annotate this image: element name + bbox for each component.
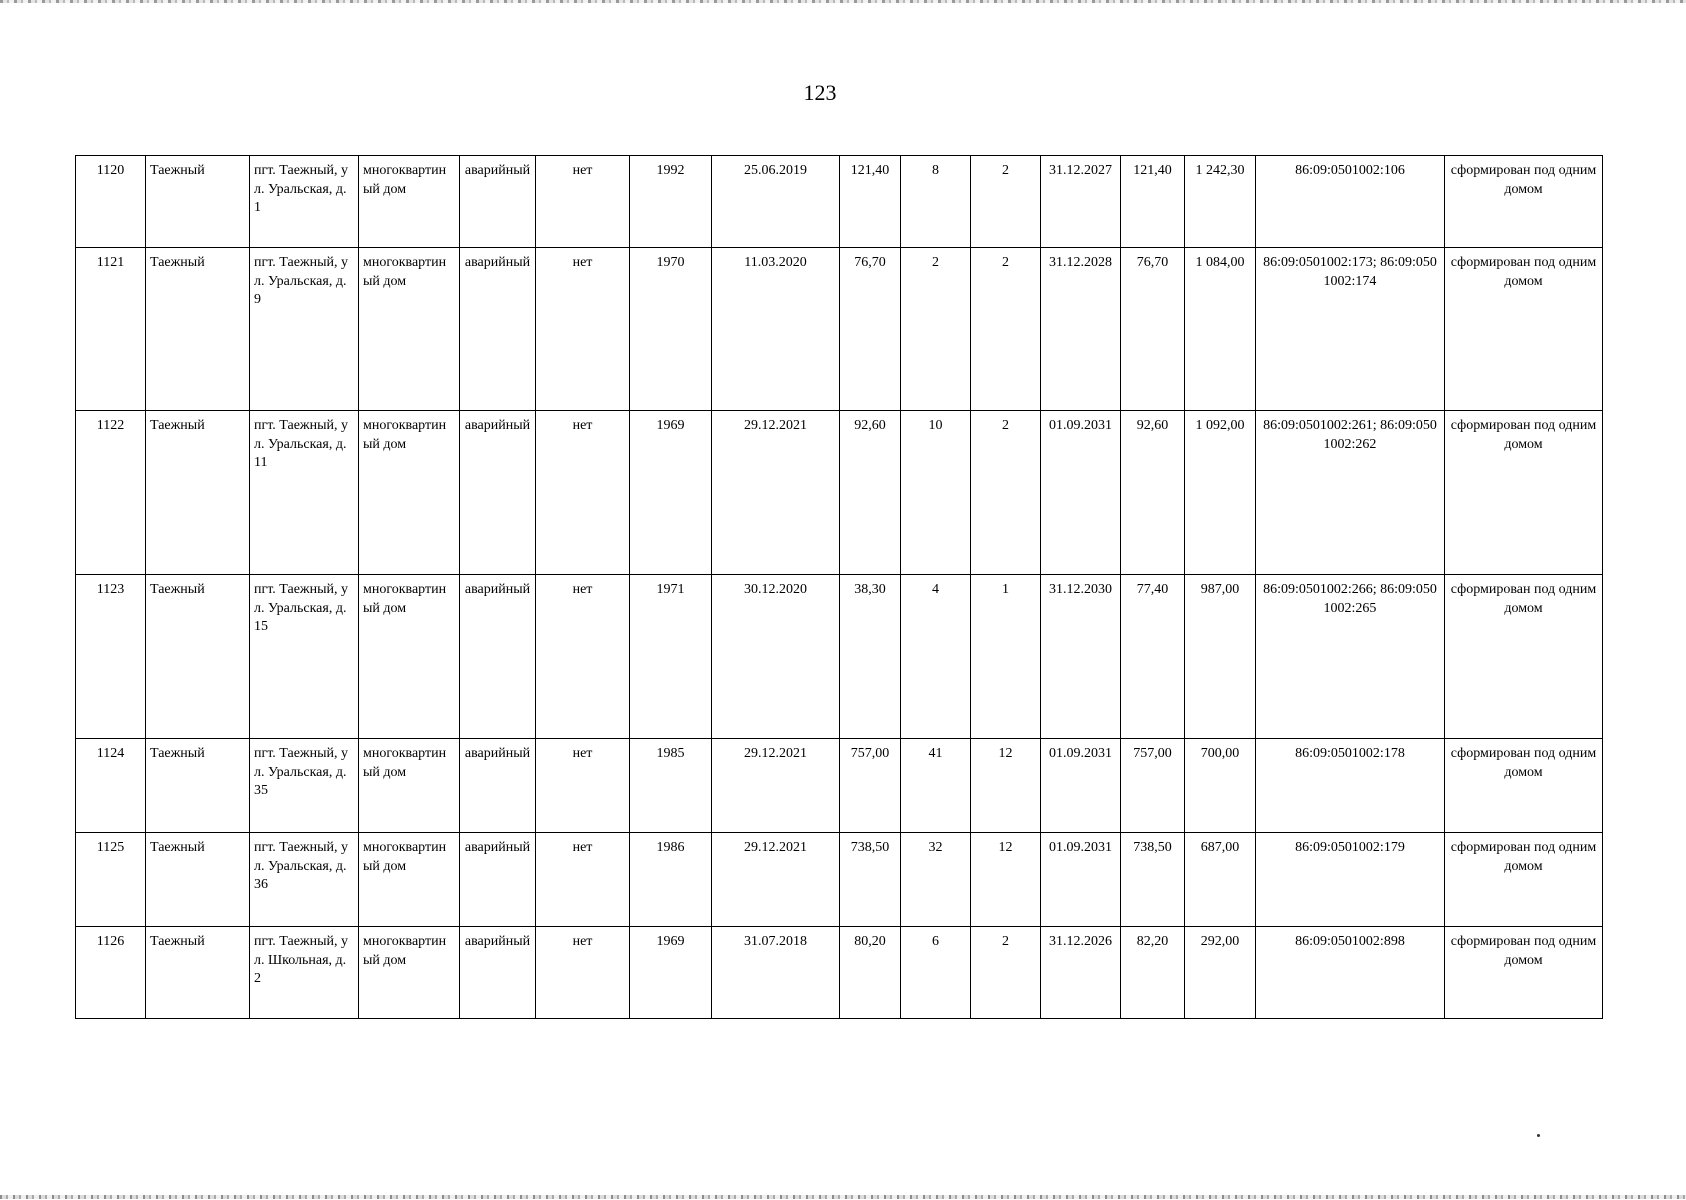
cell-apartments: 2 xyxy=(971,248,1041,411)
cell-area: 38,30 xyxy=(840,575,901,739)
table-row xyxy=(76,411,1603,575)
cell-area-2: 757,00 xyxy=(1121,739,1185,833)
cell-year: 1986 xyxy=(630,833,712,927)
cell-flag: нет xyxy=(536,411,630,575)
cell-number: 1125 xyxy=(76,833,146,927)
cell-note: сформирован под одним домом xyxy=(1445,156,1603,248)
cell-date: 29.12.2021 xyxy=(712,833,840,927)
cell-condition: аварийный xyxy=(460,248,536,411)
cell-year: 1970 xyxy=(630,248,712,411)
cell-amount: 1 084,00 xyxy=(1185,248,1256,411)
cell-year: 1969 xyxy=(630,927,712,1019)
cell-date: 29.12.2021 xyxy=(712,411,840,575)
cell-area: 80,20 xyxy=(840,927,901,1019)
cell-year: 1969 xyxy=(630,411,712,575)
cell-cadastral-number: 86:09:0501002:898 xyxy=(1256,927,1445,1019)
scan-speck xyxy=(1537,1134,1540,1137)
cell-cadastral-number: 86:09:0501002:179 xyxy=(1256,833,1445,927)
cell-condition: аварийный xyxy=(460,927,536,1019)
cell-residents: 4 xyxy=(901,575,971,739)
cell-house-type: многоквартиный дом xyxy=(359,833,460,927)
table-body xyxy=(76,156,1603,1019)
cell-apartments: 2 xyxy=(971,411,1041,575)
cell-deadline: 31.12.2030 xyxy=(1041,575,1121,739)
cell-area-2: 76,70 xyxy=(1121,248,1185,411)
cell-area-2: 92,60 xyxy=(1121,411,1185,575)
cell-note: сформирован под одним домом xyxy=(1445,927,1603,1019)
table-row xyxy=(76,248,1603,411)
cell-note: сформирован под одним домом xyxy=(1445,411,1603,575)
cell-amount: 687,00 xyxy=(1185,833,1256,927)
cell-house-type: многоквартиный дом xyxy=(359,411,460,575)
cell-amount: 700,00 xyxy=(1185,739,1256,833)
cell-deadline: 01.09.2031 xyxy=(1041,833,1121,927)
cell-area: 738,50 xyxy=(840,833,901,927)
cell-settlement: Таежный xyxy=(146,411,250,575)
cell-address: пгт. Таежный, ул. Уральская, д. 1 xyxy=(250,156,359,248)
cell-note: сформирован под одним домом xyxy=(1445,833,1603,927)
cell-amount: 1 242,30 xyxy=(1185,156,1256,248)
cell-deadline: 31.12.2026 xyxy=(1041,927,1121,1019)
cell-amount: 292,00 xyxy=(1185,927,1256,1019)
cell-residents: 41 xyxy=(901,739,971,833)
cell-flag: нет xyxy=(536,575,630,739)
cell-deadline: 01.09.2031 xyxy=(1041,411,1121,575)
cell-flag: нет xyxy=(536,927,630,1019)
cell-note: сформирован под одним домом xyxy=(1445,739,1603,833)
cell-cadastral-number: 86:09:0501002:173; 86:09:0501002:174 xyxy=(1256,248,1445,411)
cell-flag: нет xyxy=(536,248,630,411)
cell-area: 76,70 xyxy=(840,248,901,411)
cell-year: 1971 xyxy=(630,575,712,739)
cell-amount: 987,00 xyxy=(1185,575,1256,739)
cell-apartments: 1 xyxy=(971,575,1041,739)
cell-condition: аварийный xyxy=(460,411,536,575)
cell-house-type: многоквартиный дом xyxy=(359,739,460,833)
cell-condition: аварийный xyxy=(460,739,536,833)
cell-number: 1124 xyxy=(76,739,146,833)
scan-edge-top xyxy=(0,0,1686,3)
cell-apartments: 12 xyxy=(971,833,1041,927)
housing-register-table xyxy=(75,155,1603,1019)
cell-deadline: 31.12.2027 xyxy=(1041,156,1121,248)
cell-house-type: многоквартиный дом xyxy=(359,248,460,411)
cell-address: пгт. Таежный, ул. Уральская, д. 15 xyxy=(250,575,359,739)
cell-date: 11.03.2020 xyxy=(712,248,840,411)
cell-flag: нет xyxy=(536,833,630,927)
cell-house-type: многоквартиный дом xyxy=(359,575,460,739)
cell-cadastral-number: 86:09:0501002:178 xyxy=(1256,739,1445,833)
cell-flag: нет xyxy=(536,156,630,248)
cell-address: пгт. Таежный, ул. Уральская, д. 36 xyxy=(250,833,359,927)
cell-address: пгт. Таежный, ул. Уральская, д. 11 xyxy=(250,411,359,575)
cell-date: 25.06.2019 xyxy=(712,156,840,248)
cell-number: 1121 xyxy=(76,248,146,411)
table-row xyxy=(76,927,1603,1019)
cell-residents: 10 xyxy=(901,411,971,575)
cell-cadastral-number: 86:09:0501002:261; 86:09:0501002:262 xyxy=(1256,411,1445,575)
cell-date: 29.12.2021 xyxy=(712,739,840,833)
cell-cadastral-number: 86:09:0501002:106 xyxy=(1256,156,1445,248)
cell-address: пгт. Таежный, ул. Уральская, д. 9 xyxy=(250,248,359,411)
cell-settlement: Таежный xyxy=(146,927,250,1019)
cell-apartments: 12 xyxy=(971,739,1041,833)
cell-flag: нет xyxy=(536,739,630,833)
table-row xyxy=(76,156,1603,248)
table-row xyxy=(76,833,1603,927)
cell-condition: аварийный xyxy=(460,575,536,739)
cell-condition: аварийный xyxy=(460,156,536,248)
cell-area-2: 121,40 xyxy=(1121,156,1185,248)
cell-address: пгт. Таежный, ул. Школьная, д. 2 xyxy=(250,927,359,1019)
scan-edge-bottom xyxy=(0,1195,1686,1199)
cell-residents: 2 xyxy=(901,248,971,411)
cell-note: сформирован под одним домом xyxy=(1445,575,1603,739)
cell-cadastral-number: 86:09:0501002:266; 86:09:0501002:265 xyxy=(1256,575,1445,739)
cell-area-2: 738,50 xyxy=(1121,833,1185,927)
cell-residents: 8 xyxy=(901,156,971,248)
cell-settlement: Таежный xyxy=(146,156,250,248)
cell-area: 121,40 xyxy=(840,156,901,248)
table-row xyxy=(76,739,1603,833)
cell-number: 1120 xyxy=(76,156,146,248)
cell-residents: 6 xyxy=(901,927,971,1019)
cell-settlement: Таежный xyxy=(146,833,250,927)
cell-settlement: Таежный xyxy=(146,739,250,833)
cell-condition: аварийный xyxy=(460,833,536,927)
cell-deadline: 31.12.2028 xyxy=(1041,248,1121,411)
cell-house-type: многоквартиный дом xyxy=(359,927,460,1019)
cell-area: 92,60 xyxy=(840,411,901,575)
cell-area-2: 77,40 xyxy=(1121,575,1185,739)
cell-note: сформирован под одним домом xyxy=(1445,248,1603,411)
cell-address: пгт. Таежный, ул. Уральская, д. 35 xyxy=(250,739,359,833)
cell-year: 1985 xyxy=(630,739,712,833)
cell-number: 1123 xyxy=(76,575,146,739)
cell-amount: 1 092,00 xyxy=(1185,411,1256,575)
cell-year: 1992 xyxy=(630,156,712,248)
cell-deadline: 01.09.2031 xyxy=(1041,739,1121,833)
cell-house-type: многоквартиный дом xyxy=(359,156,460,248)
cell-settlement: Таежный xyxy=(146,575,250,739)
cell-date: 30.12.2020 xyxy=(712,575,840,739)
cell-apartments: 2 xyxy=(971,927,1041,1019)
cell-area-2: 82,20 xyxy=(1121,927,1185,1019)
cell-apartments: 2 xyxy=(971,156,1041,248)
cell-area: 757,00 xyxy=(840,739,901,833)
cell-residents: 32 xyxy=(901,833,971,927)
cell-settlement: Таежный xyxy=(146,248,250,411)
cell-date: 31.07.2018 xyxy=(712,927,840,1019)
cell-number: 1126 xyxy=(76,927,146,1019)
cell-number: 1122 xyxy=(76,411,146,575)
page-number: 123 xyxy=(803,80,837,105)
table-row xyxy=(76,575,1603,739)
